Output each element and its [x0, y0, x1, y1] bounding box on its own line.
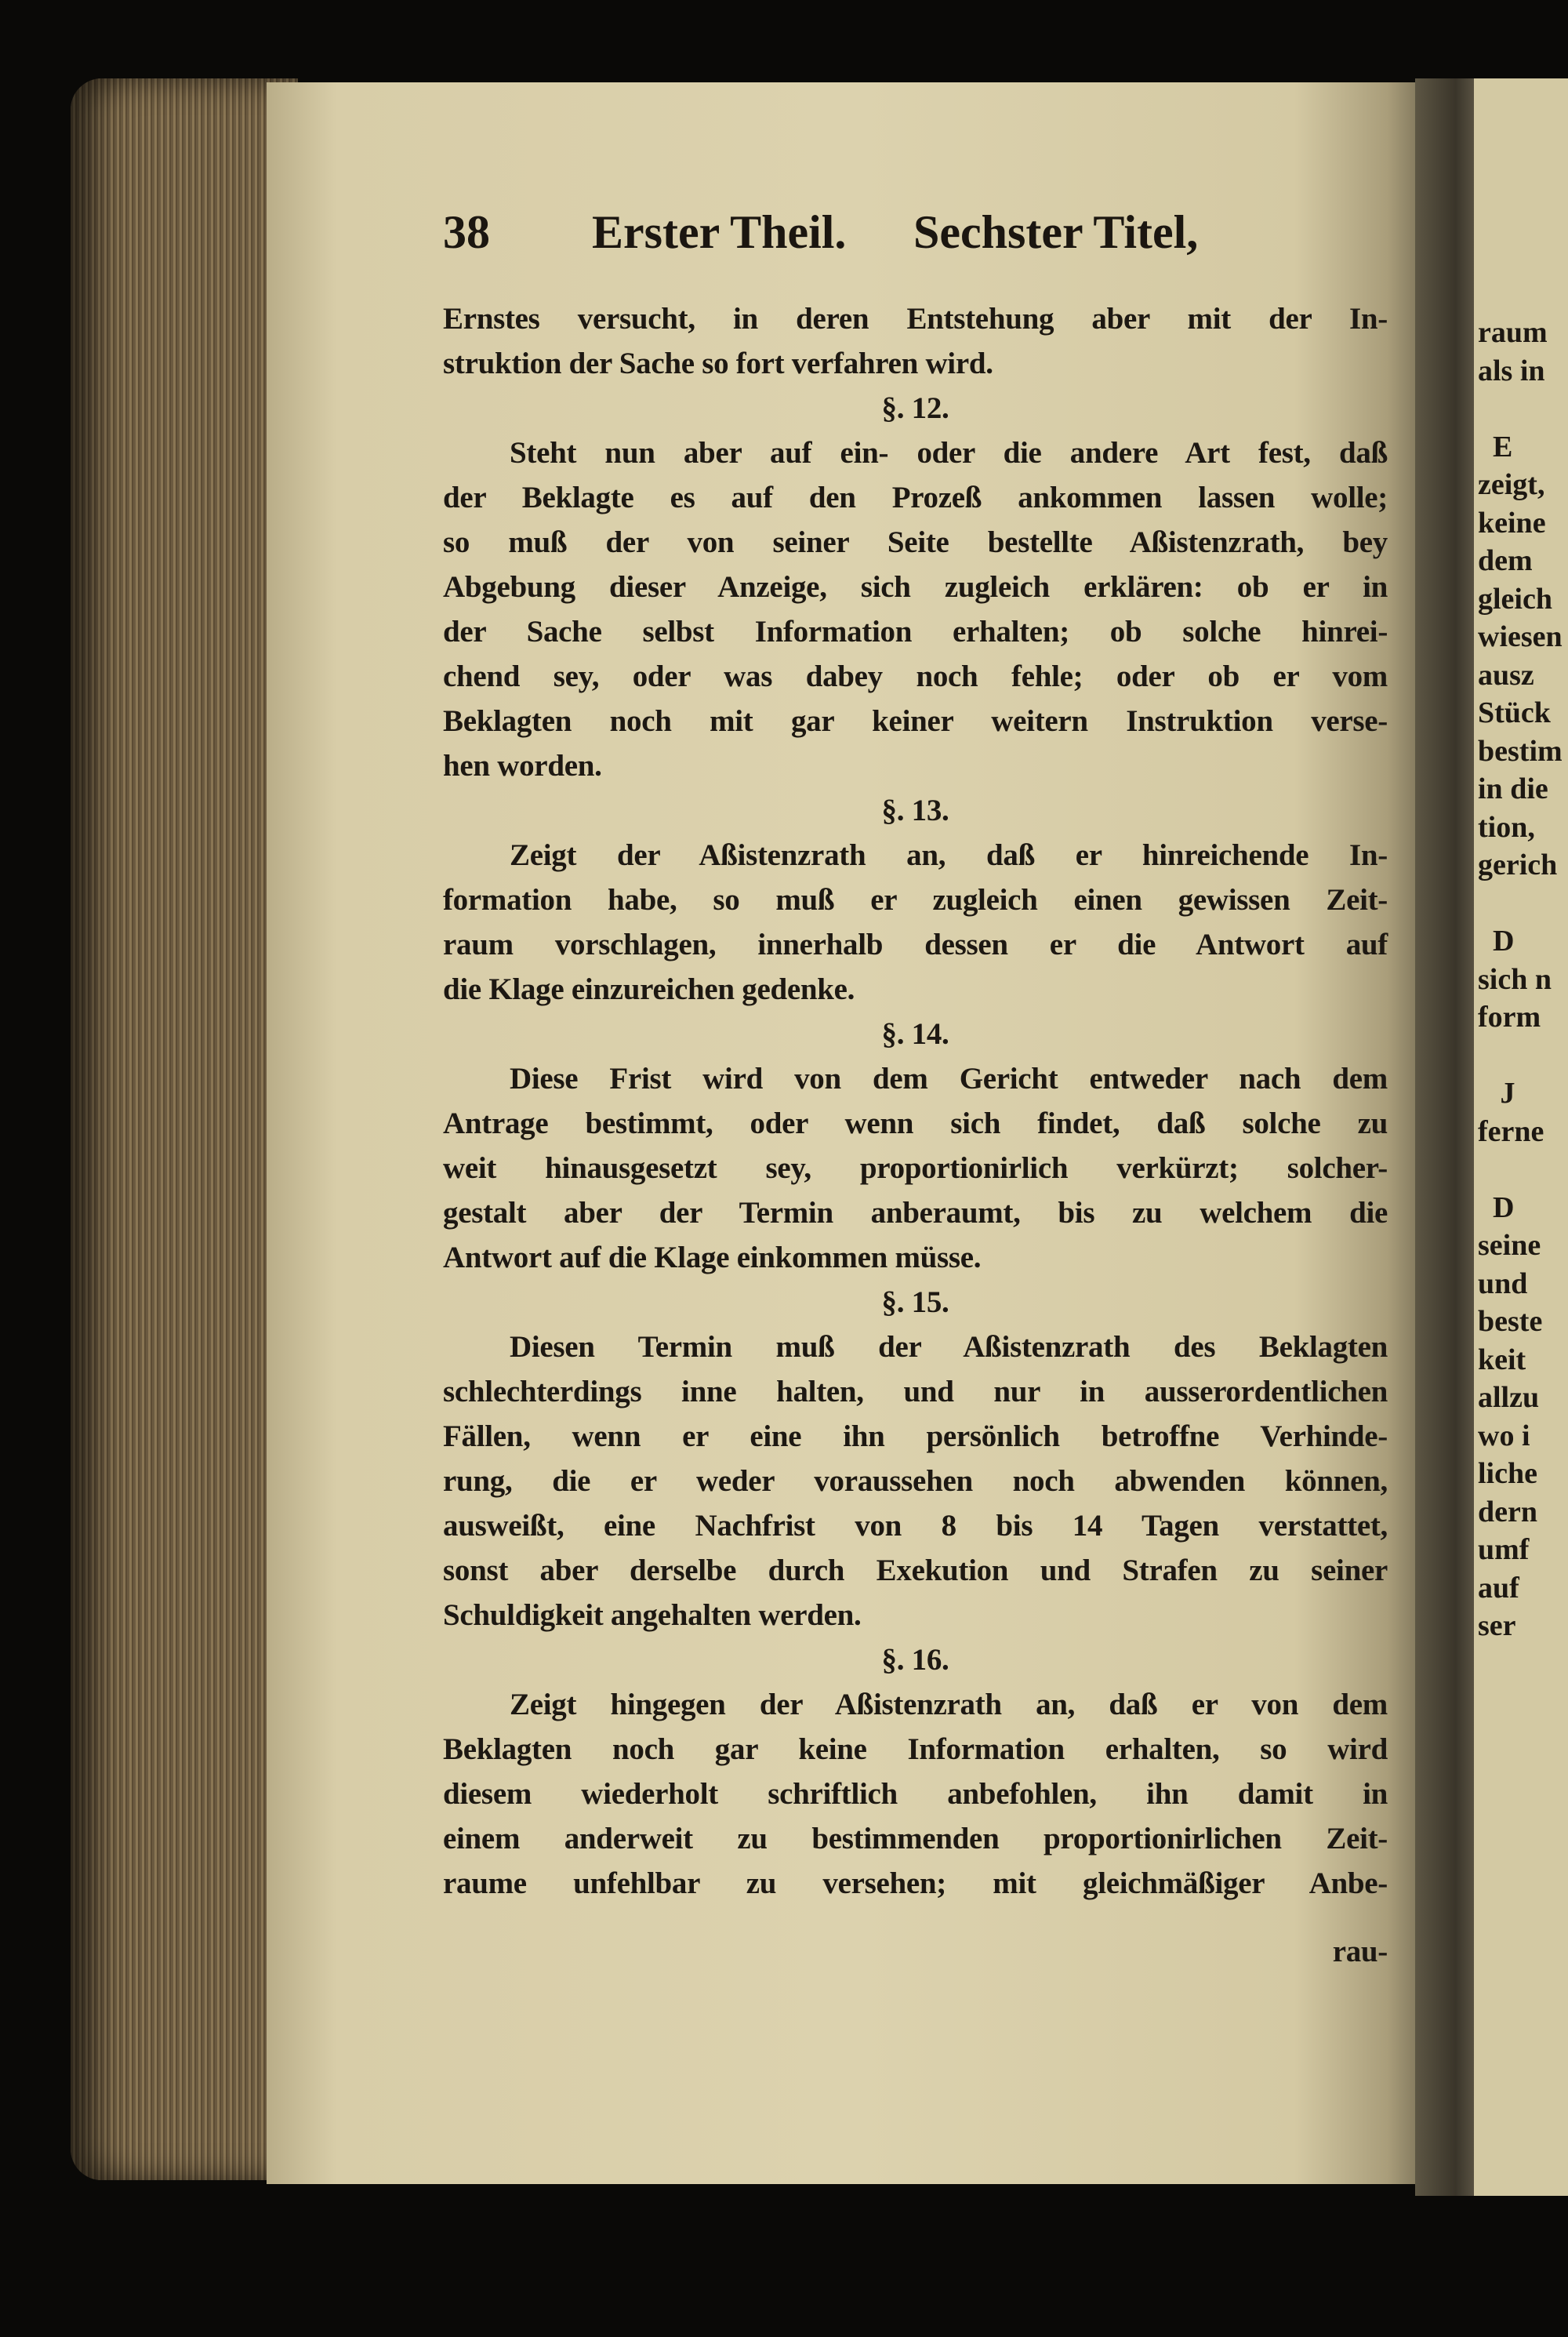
text-line: Schuldigkeit angehalten werden. — [443, 1598, 862, 1632]
text-line: Ernstes versucht, in deren Entstehung aber mit der In- — [443, 302, 1388, 336]
text-line: einem anderweit zu bestimmenden proportionirlichen Zeit- — [443, 1822, 1388, 1855]
text-line: weit hinausgesetzt sey, proportionirlich verkürzt; solcher- — [443, 1151, 1388, 1185]
text-line: Fällen, wenn er eine ihn persönlich betroffne Verhinde- — [443, 1419, 1388, 1453]
section-heading: §. 14. — [881, 1017, 949, 1051]
text-line: rung, die er weder voraussehen noch abwenden können, — [443, 1464, 1388, 1498]
text-line: Diesen Termin muß der Aßistenzrath des Beklagten — [510, 1330, 1388, 1364]
text-line: formation habe, so muß er zugleich einen gewissen Zeit- — [443, 883, 1388, 917]
page-body-text — [443, 296, 1388, 1974]
text-line: Antwort auf die Klage einkommen müsse. — [443, 1241, 982, 1274]
text-line: Beklagten noch gar keine Information erhalten, so wird — [443, 1732, 1388, 1766]
section-heading: §. 12. — [881, 391, 949, 425]
section-heading: §. 16. — [881, 1643, 949, 1677]
text-line: gestalt aber der Termin anberaumt, bis zu welchem die — [443, 1196, 1388, 1230]
text-line: die Klage einzureichen gedenke. — [443, 972, 855, 1006]
header-title: Sechster Titel, — [913, 206, 1199, 258]
text-line: sonst aber derselbe durch Exekution und Strafen zu seiner — [443, 1554, 1388, 1587]
section-heading: §. 13. — [881, 794, 949, 827]
section-heading: §. 15. — [881, 1285, 949, 1319]
text-line: ausweißt, eine Nachfrist von 8 bis 14 Tagen verstattet, — [443, 1509, 1388, 1543]
book-page-edges — [71, 78, 298, 2180]
text-line: Diese Frist wird von dem Gericht entweder nach dem — [510, 1062, 1388, 1096]
text-line: Beklagten noch mit gar keiner weitern Instruktion verse- — [443, 704, 1388, 738]
catchword: rau- — [1332, 1935, 1388, 1968]
text-line: so muß der von seiner Seite bestellte Aßistenzrath, bey — [443, 525, 1388, 559]
right-page-fragment-text: raum als in E zeigt, keine dem gleich wiesen ausz Stück bestim in die tion, gerich D sich n form J ferne D seine und beste keit allzu wo i liche dern umf auf ser — [1478, 316, 1563, 1642]
text-line: Steht nun aber auf ein- oder die andere Art fest, daß — [510, 436, 1388, 470]
text-line: raum vorschlagen, innerhalb dessen er die Antwort auf — [443, 928, 1388, 961]
text-line: Zeigt hingegen der Aßistenzrath an, daß er von dem — [510, 1688, 1388, 1721]
text-line: schlechterdings inne halten, und nur in ausserordentlichen — [443, 1375, 1388, 1408]
text-line: raume unfehlbar zu versehen; mit gleichmäßiger Anbe- — [443, 1866, 1388, 1900]
text-line: Antrage bestimmt, oder wenn sich findet, daß solche zu — [443, 1107, 1388, 1140]
text-line: der Sache selbst Information erhalten; ob solche hinrei- — [443, 615, 1388, 649]
page-number: 38 — [443, 206, 490, 258]
text-line: Zeigt der Aßistenzrath an, daß er hinreichende In- — [510, 838, 1388, 872]
text-line: hen worden. — [443, 749, 602, 783]
text-line: Abgebung dieser Anzeige, sich zugleich erklären: ob er in — [443, 570, 1388, 604]
text-line: struktion der Sache so fort verfahren wird. — [443, 347, 993, 380]
text-line: chend sey, oder was dabey noch fehle; oder ob er vom — [443, 660, 1388, 693]
text-line: der Beklagte es auf den Prozeß ankommen lassen wolle; — [443, 481, 1388, 514]
running-header — [443, 205, 1384, 276]
header-part: Erster Theil. — [592, 206, 847, 258]
text-line: diesem wiederholt schriftlich anbefohlen, ihn damit in — [443, 1777, 1388, 1811]
